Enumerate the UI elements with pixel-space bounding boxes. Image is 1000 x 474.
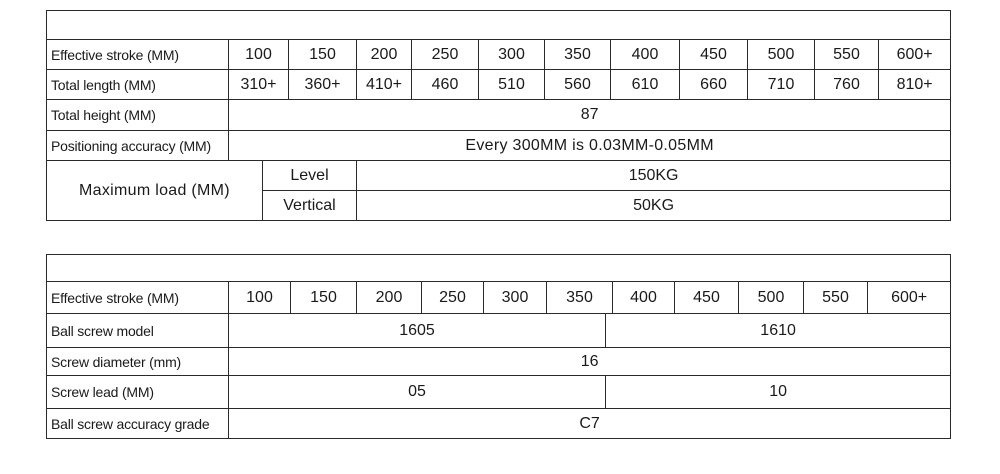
ball-screw-model-1610: 1610 bbox=[606, 314, 951, 348]
vertical-label: Vertical bbox=[263, 191, 357, 221]
row-label: Effective stroke (MM) bbox=[47, 282, 229, 314]
stroke-cell: 350 bbox=[545, 40, 611, 70]
vertical-load-value: 50KG bbox=[357, 191, 951, 221]
level-label: Level bbox=[263, 161, 357, 191]
table-row bbox=[47, 376, 951, 409]
screw-diameter-value: 16 bbox=[229, 348, 951, 376]
max-load-label: Maximum load (MM) bbox=[47, 161, 263, 221]
stroke-cell: 200 bbox=[357, 40, 412, 70]
stroke-cell: 450 bbox=[675, 282, 739, 314]
length-cell: 360+ bbox=[289, 70, 357, 100]
stroke-cell: 150 bbox=[291, 282, 357, 314]
stroke-cell: 300 bbox=[479, 40, 545, 70]
ball-screw-spec-table bbox=[46, 254, 951, 439]
row-label: Total length (MM) bbox=[47, 70, 229, 100]
row-label: Screw diameter (mm) bbox=[47, 348, 229, 376]
length-cell: 460 bbox=[412, 70, 479, 100]
length-cell: 610 bbox=[611, 70, 680, 100]
table-row bbox=[47, 100, 951, 131]
length-cell: 660 bbox=[680, 70, 748, 100]
length-cell: 710 bbox=[748, 70, 815, 100]
stroke-cell: 100 bbox=[229, 282, 291, 314]
table-row bbox=[47, 70, 951, 100]
table2-header-blank bbox=[47, 255, 951, 282]
length-cell: 410+ bbox=[357, 70, 412, 100]
positioning-accuracy-value: Every 300MM is 0.03MM-0.05MM bbox=[229, 131, 951, 161]
stroke-cell: 300 bbox=[484, 282, 547, 314]
table-row bbox=[47, 409, 951, 439]
table-row bbox=[47, 131, 951, 161]
stroke-cell: 600+ bbox=[868, 282, 951, 314]
table-row bbox=[47, 40, 951, 70]
stroke-cell: 200 bbox=[357, 282, 422, 314]
stroke-cell: 100 bbox=[229, 40, 289, 70]
table-row bbox=[47, 161, 951, 191]
row-label: Screw lead (MM) bbox=[47, 376, 229, 409]
stroke-length-spec-table bbox=[46, 10, 951, 221]
stroke-cell: 600+ bbox=[879, 40, 951, 70]
ball-screw-model-1605: 1605 bbox=[229, 314, 606, 348]
table-row bbox=[47, 314, 951, 348]
length-cell: 310+ bbox=[229, 70, 289, 100]
total-height-value: 87 bbox=[229, 100, 951, 131]
length-cell: 510 bbox=[479, 70, 545, 100]
row-label: Positioning accuracy (MM) bbox=[47, 131, 229, 161]
row-label: Effective stroke (MM) bbox=[47, 40, 229, 70]
row-label: Total height (MM) bbox=[47, 100, 229, 131]
screw-lead-10: 10 bbox=[606, 376, 951, 409]
row-label: Ball screw accuracy grade bbox=[47, 409, 229, 439]
table-row bbox=[47, 348, 951, 376]
row-label: Ball screw model bbox=[47, 314, 229, 348]
length-cell: 760 bbox=[815, 70, 879, 100]
screw-lead-05: 05 bbox=[229, 376, 606, 409]
length-cell: 560 bbox=[545, 70, 611, 100]
table-row bbox=[47, 282, 951, 314]
stroke-cell: 500 bbox=[739, 282, 804, 314]
stroke-cell: 550 bbox=[804, 282, 868, 314]
stroke-cell: 550 bbox=[815, 40, 879, 70]
stroke-cell: 350 bbox=[547, 282, 613, 314]
stroke-cell: 250 bbox=[422, 282, 484, 314]
stroke-cell: 150 bbox=[289, 40, 357, 70]
stroke-cell: 400 bbox=[611, 40, 680, 70]
stroke-cell: 500 bbox=[748, 40, 815, 70]
stroke-cell: 250 bbox=[412, 40, 479, 70]
accuracy-grade-value: C7 bbox=[229, 409, 951, 439]
stroke-cell: 400 bbox=[613, 282, 675, 314]
stroke-cell: 450 bbox=[680, 40, 748, 70]
level-load-value: 150KG bbox=[357, 161, 951, 191]
length-cell: 810+ bbox=[879, 70, 951, 100]
table1-header-blank bbox=[47, 11, 951, 40]
